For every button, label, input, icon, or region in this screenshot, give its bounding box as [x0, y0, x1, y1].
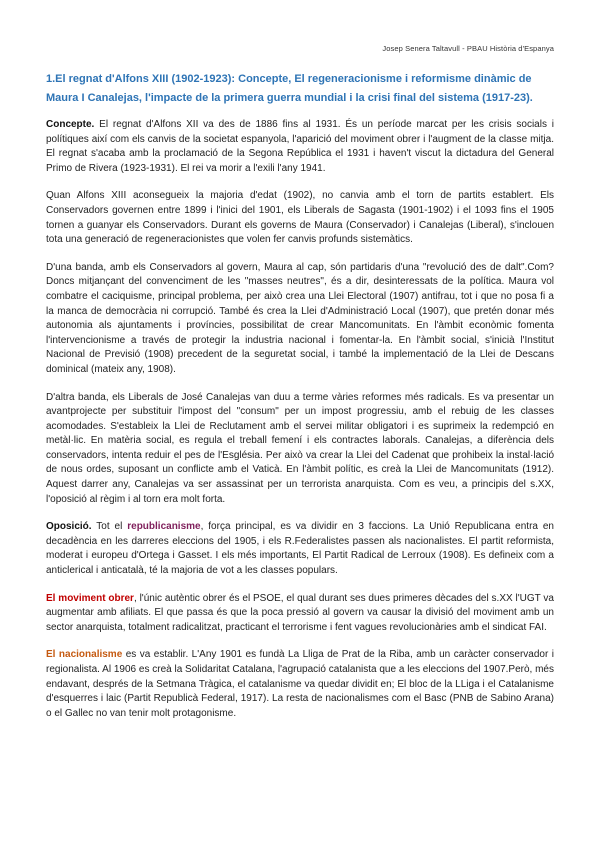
concepte-label: Concepte. — [46, 119, 95, 130]
nacionalisme-text: es va establir. L'Any 1901 es fundà La Lliga de Prat de la Riba, amb un caràcter conservador i regionalista. Al 1906 es creà la Solidaritat Catalana, l'agrupació catalanista que a les eleccions del 1907.Però, més endavant, després de la Setmana Tràgica, el catalanisme va quedar dividit en; El bloc de la LLiga i el Catalanisme d'esquerres i laic (Partit Republicà Federal, 1917). La resta de nacionalismes com el Basc (PNB de Sabino Arana) o el Gallec no van tenir molt protagonisme. — [46, 649, 554, 719]
document-body — [46, 118, 554, 734]
paragraph-3: D'una banda, amb els Conservadors al govern, Maura al cap, són partidaris d'una "revolució des de dalt".Com? Doncs mitjançant del convenciment de les "masses neutres", és a dir, desinteressats de la política. Maura vol combatre el caciquisme, principal problema, per això crea una Llei Electoral (1907) antifrau, tot i que no posa fi a la manca de democràcia ni corrupció. També és crea la Llei d'Administració Local (1907), que pretén donar més autonomia als ajuntaments i províncies, possibilitat de crear Mancomunitats. En l'àmbit econòmic fomenta l'intervencionisme a través de protegir la industria nacional i fomentar-la. En l'àmbit social, s'inicià l'Institut Nacional de Previsió (1908) precedent de la seguretat social, i també la implementació de la Llei de Descans dominical (mateix any, 1908). — [46, 261, 554, 375]
page-title: 1.El regnat d'Alfons XIII (1902-1923): Concepte, El regeneracionisme i reformisme dinàmic de Maura I Canalejas, l'impacte de la primera guerra mundial i la crisi final del sistema (1917-23). — [46, 73, 533, 104]
obrer-text: , l'únic autèntic obrer és el PSOE, el qual durant ses dues primeres dècades del s.XX l'UGT va augmentar amb afiliats. El que passa és que la poca pressió al govern va causar la divisió del moviment amb un sector anarquista, totalment radicalitzat, practicant el terrorisme i fent vagues revolucionàries amb el sindicat FAI. — [46, 592, 554, 633]
paragraph-4: D'altra banda, els Liberals de José Canalejas van duu a terme vàries reformes més radicals. Es va presentar un avantprojecte per substituir l'impost del "consum" per un impost progressiu, amb el rebuig de les classes acomodades. S'estableix la Llei de Reclutament amb el servei militar obligatori i es suprimeix la redempció en metàl·lic. En matèria social, es regula el treball femení i els contractes laborals. Canalejas, a diferència dels conservadors, intenta reduir el pes de l'Església. Per això va crear la Llei del Cadenat que prohibeix la instal·lació de nous ordes, suposant un conflicte amb el Vaticà. En l'àmbit polític, es creà la Llei de Mancomunitats (1912). Aquest darrer any, Canalejas va ser assassinat per un terrorista anarquista. Com es veu, a principis del s.XX, l'oposició al règim i al torn era molt forta. — [46, 391, 554, 505]
page-header: Josep Senera Taltavull - PBAU Història d'Espanya — [382, 44, 554, 53]
paragraph-nacionalisme — [46, 648, 554, 721]
paragraph-2: Quan Alfons XIII aconsegueix la majoria d'edat (1902), no canvia amb el torn de partits establert. Els Conservadors governen entre 1899 i l'inici del 1901, els Liberals de Sagasta (1901-1902) i el 1093 fins el 1905 tornen a guanyar els Conservadors. Durant els governs de Maura (Conservador) i Canalejas (Liberal), s'inclouen tota una generació de regeneracionistes que volen fer canvis profunds sistemàtics. — [46, 190, 554, 246]
concepte-text: El regnat d'Alfons XII va des de 1886 fins al 1931. És un període marcat per les crisis socials i polítiques així com els canvis de la societat espanyola, l'aparició del moviment obrer i l'augment de la classe mitja. El regnat s'acaba amb la proclamació de la Segona República el 1931 i haven't viscut la dictadura del General Primo de Rivera (1923-1931). El rei va morir a l'exili l'any 1941. — [46, 119, 554, 174]
nacionalisme-label: El nacionalisme — [46, 649, 123, 661]
republicanisme-term: republicanisme — [127, 521, 201, 533]
paragraph-concepte — [46, 118, 554, 176]
oposicio-text: , força principal, es va dividir en 3 faccions. La Unió Republicana entra en decadència en les darreres eleccions del 1905, i els R.Federalistes passen als nacionalistes. El partit reformista, moderat i europeu d'Ortega i Gasset. I els més importants, El Partit Radical de Lerroux (1908). Es defineix com a anticlerical i anticatalà, té la majoria de vot a les classes populars. — [46, 521, 554, 577]
oposicio-pre: Tot el — [91, 521, 128, 533]
paragraph-oposicio — [46, 520, 554, 578]
paragraph-moviment-obrer — [46, 592, 554, 636]
oposicio-label: Oposició. — [46, 521, 92, 533]
obrer-label: El moviment obrer — [46, 592, 134, 604]
